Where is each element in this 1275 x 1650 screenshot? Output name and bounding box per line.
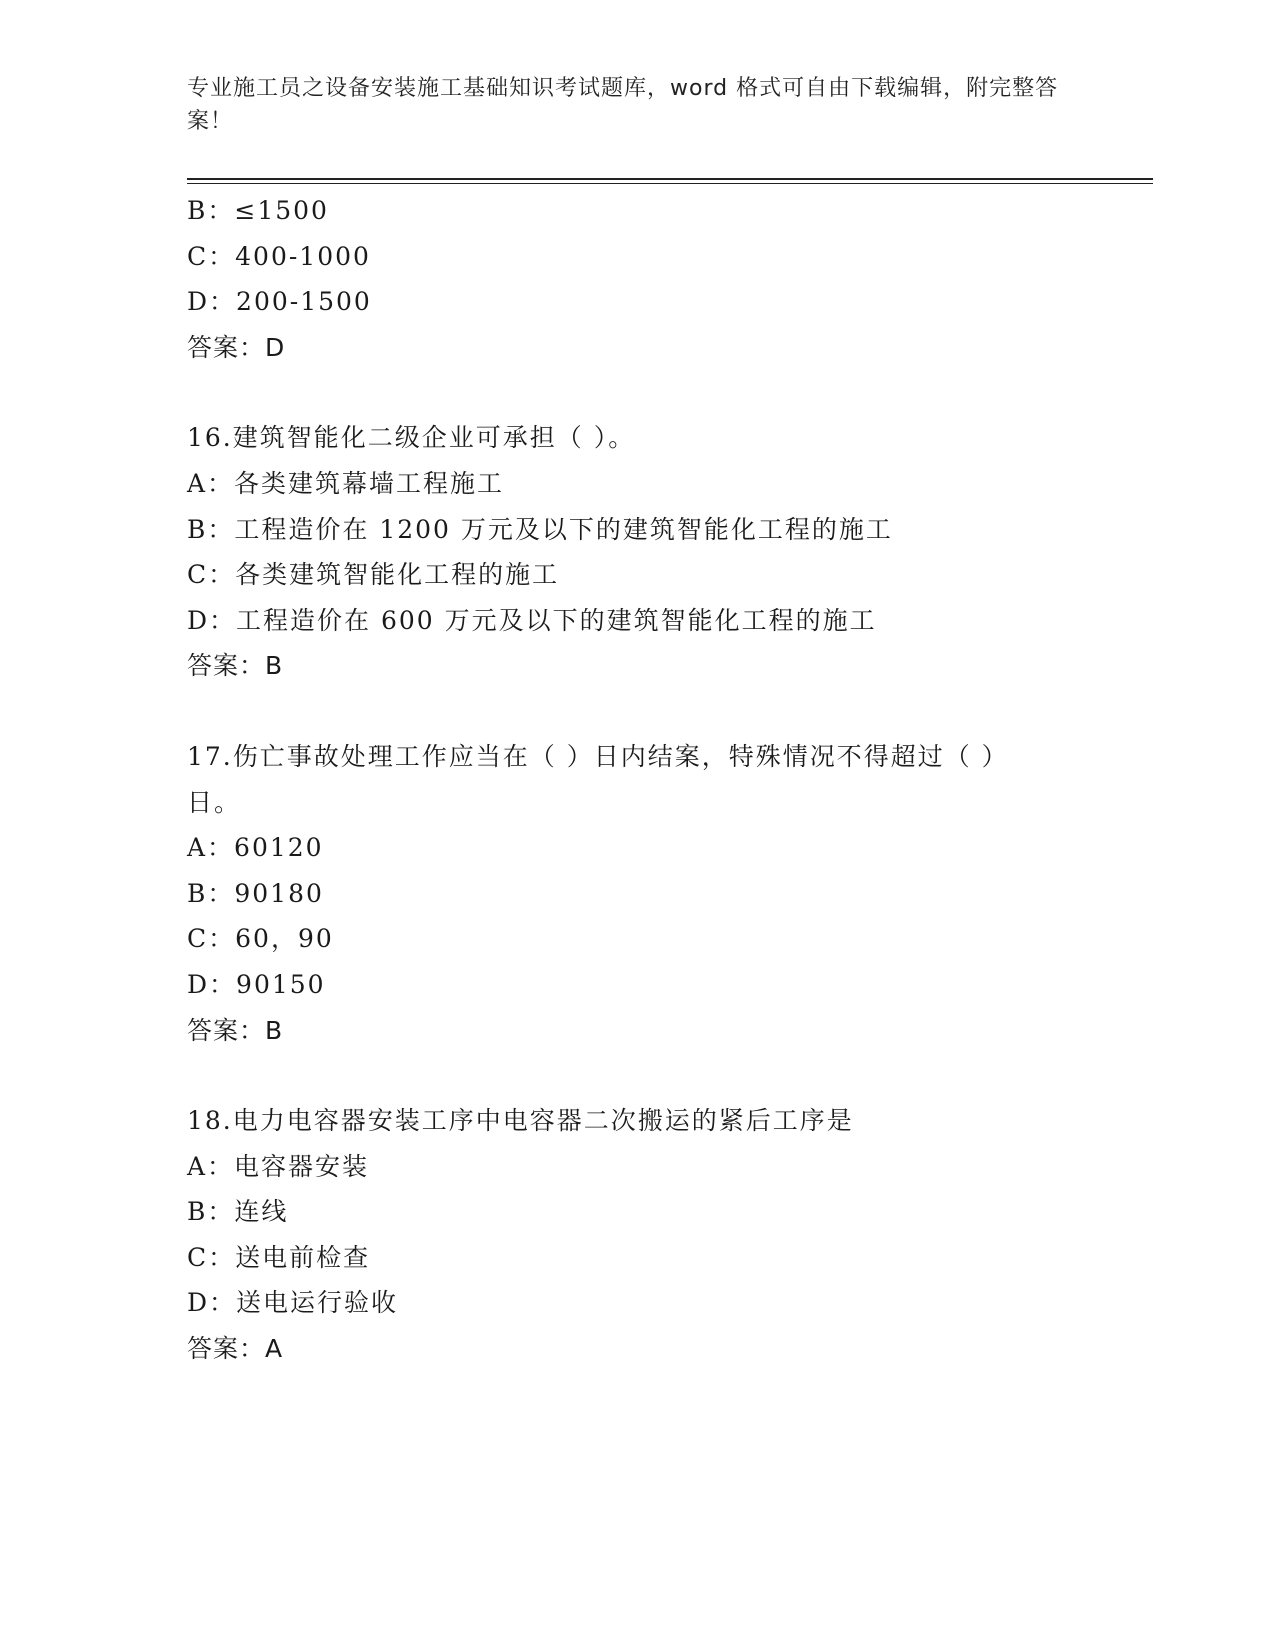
option-b: B：≤1500 bbox=[187, 196, 329, 225]
header-rule-thin bbox=[187, 183, 1153, 184]
option-c: C：60，90 bbox=[187, 924, 334, 954]
question-stem-continued: 日。 bbox=[187, 787, 242, 817]
option-a: A：电容器安装 bbox=[187, 1151, 370, 1181]
option-c: C：各类建筑智能化工程的施工 bbox=[187, 560, 560, 590]
option-d: D：送电运行验收 bbox=[187, 1288, 399, 1318]
question-spacer bbox=[187, 689, 1153, 734]
option-c: C：送电前检查 bbox=[187, 1242, 371, 1272]
option-c: C：400-1000 bbox=[187, 241, 371, 271]
question-block-18 bbox=[187, 1098, 1153, 1372]
question-spacer bbox=[187, 370, 1153, 415]
option-b: B：连线 bbox=[187, 1197, 289, 1227]
answer-line: 答案：B bbox=[187, 1015, 284, 1045]
question-block-15 bbox=[187, 188, 1153, 370]
question-block-16 bbox=[187, 415, 1153, 689]
option-d: D：200-1500 bbox=[187, 287, 372, 317]
document-header: 专业施工员之设备安装施工基础知识考试题库，word 格式可自由下载编辑，附完整答案！ bbox=[187, 76, 1059, 134]
option-b: B：工程造价在 1200 万元及以下的建筑智能化工程的施工 bbox=[187, 514, 893, 544]
question-spacer bbox=[187, 1053, 1153, 1098]
option-a: A：60120 bbox=[187, 833, 324, 863]
question-list bbox=[187, 188, 1153, 1372]
answer-line: 答案：A bbox=[187, 1334, 284, 1364]
answer-line: 答案：D bbox=[187, 332, 286, 362]
option-d: D：工程造价在 600 万元及以下的建筑智能化工程的施工 bbox=[187, 605, 877, 635]
question-stem: 16.建筑智能化二级企业可承担（ ）。 bbox=[187, 423, 636, 453]
option-a: A：各类建筑幕墙工程施工 bbox=[187, 468, 505, 498]
question-block-17 bbox=[187, 734, 1153, 1053]
option-b: B：90180 bbox=[187, 878, 324, 908]
option-d: D：90150 bbox=[187, 969, 326, 999]
header-rule-thick bbox=[187, 178, 1153, 180]
question-stem: 18.电力电容器安装工序中电容器二次搬运的紧后工序是 bbox=[187, 1106, 854, 1136]
answer-line: 答案：B bbox=[187, 651, 284, 681]
question-stem: 17.伤亡事故处理工作应当在（ ）日内结案，特殊情况不得超过（ ） bbox=[187, 741, 1009, 771]
